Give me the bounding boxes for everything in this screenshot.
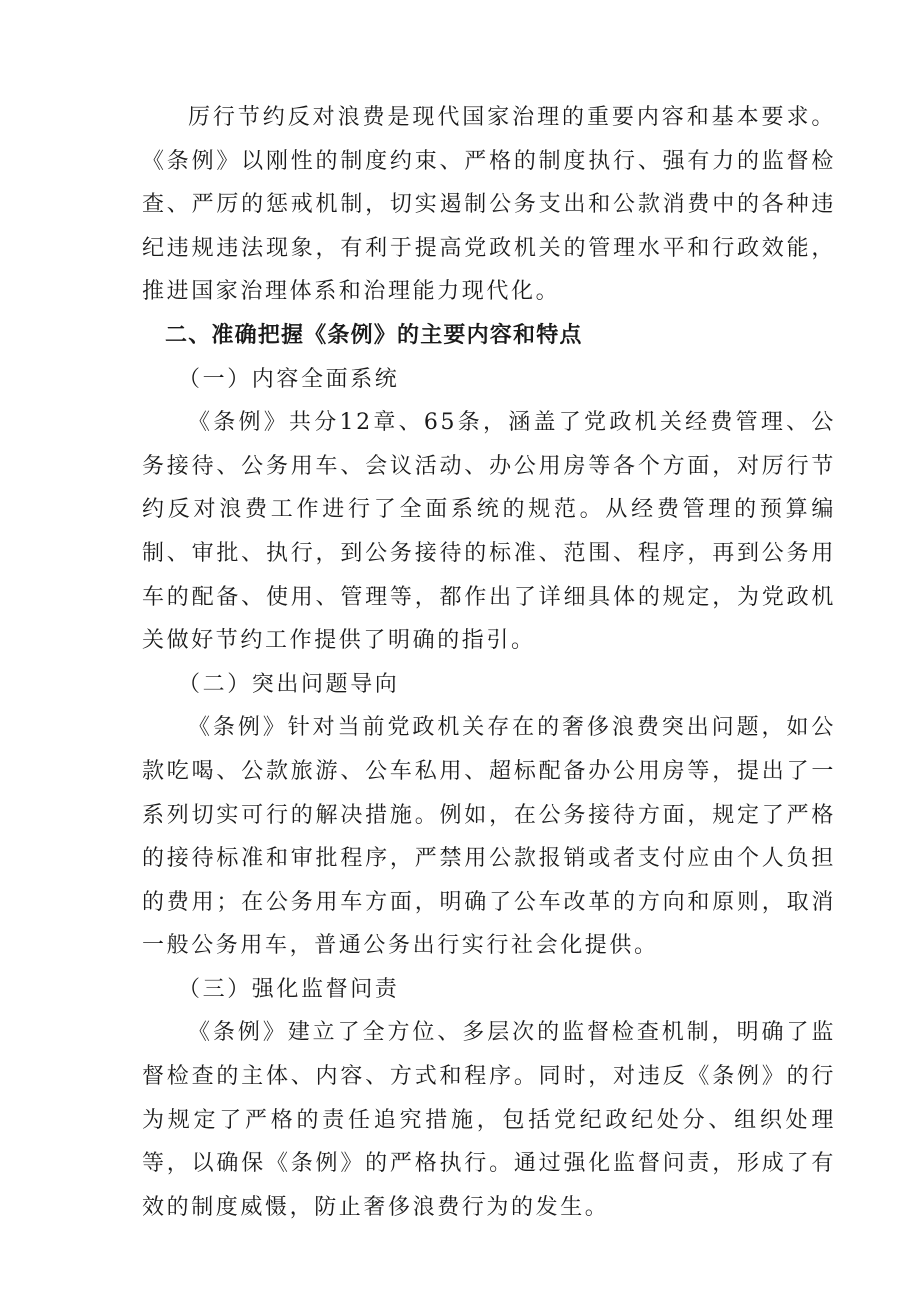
subsection-body-2: 《条例》针对当前党政机关存在的奢侈浪费突出问题，如公款吃喝、公款旅游、公车私用、超标配备办公用房等，提出了一系列切实可行的解决措施。例如，在公务接待方面，规定了严格的接待标准和审批程序，严禁用公款报销或者支付应由个人负担的费用；在公务用车方面，明确了公车改革的方向和原则，取消一般公务用车，普通公务出行实行社会化提供。 bbox=[142, 715, 836, 959]
document-body bbox=[142, 96, 836, 1229]
subsection-title-1: （一）内容全面系统 bbox=[178, 366, 400, 392]
subsection-title-3: （三）强化监督问责 bbox=[178, 976, 400, 1002]
subsection-body-1: 《条例》共分12章、65条，涵盖了党政机关经费管理、公务接待、公务用车、会议活动、办公用房等各个方面，对厉行节约反对浪费工作进行了全面系统的规范。从经费管理的预算编制、审批、执行，到公务接待的标准、范围、程序，再到公务用车的配备、使用、管理等，都作出了详细具体的规定，为党政机关做好节约工作提供了明确的指引。 bbox=[142, 410, 836, 654]
subsection-body-3: 《条例》建立了全方位、多层次的监督检查机制，明确了监督检查的主体、内容、方式和程序。同时，对违反《条例》的行为规定了严格的责任追究措施，包括党纪政纪处分、组织处理等，以确保《条例》的严格执行。通过强化监督问责，形成了有效的制度威慑，防止奢侈浪费行为的发生。 bbox=[142, 1020, 836, 1220]
section-heading: 二、准确把握《条例》的主要内容和特点 bbox=[165, 322, 583, 348]
subsection-title-2: （二）突出问题导向 bbox=[178, 671, 400, 697]
intro-paragraph: 厉行节约反对浪费是现代国家治理的重要内容和基本要求。《条例》以刚性的制度约束、严格的制度执行、强有力的监督检查、严厉的惩戒机制，切实遏制公务支出和公款消费中的各种违纪违规违法现象，有利于提高党政机关的管理水平和行政效能，推进国家治理体系和治理能力现代化。 bbox=[142, 105, 836, 305]
